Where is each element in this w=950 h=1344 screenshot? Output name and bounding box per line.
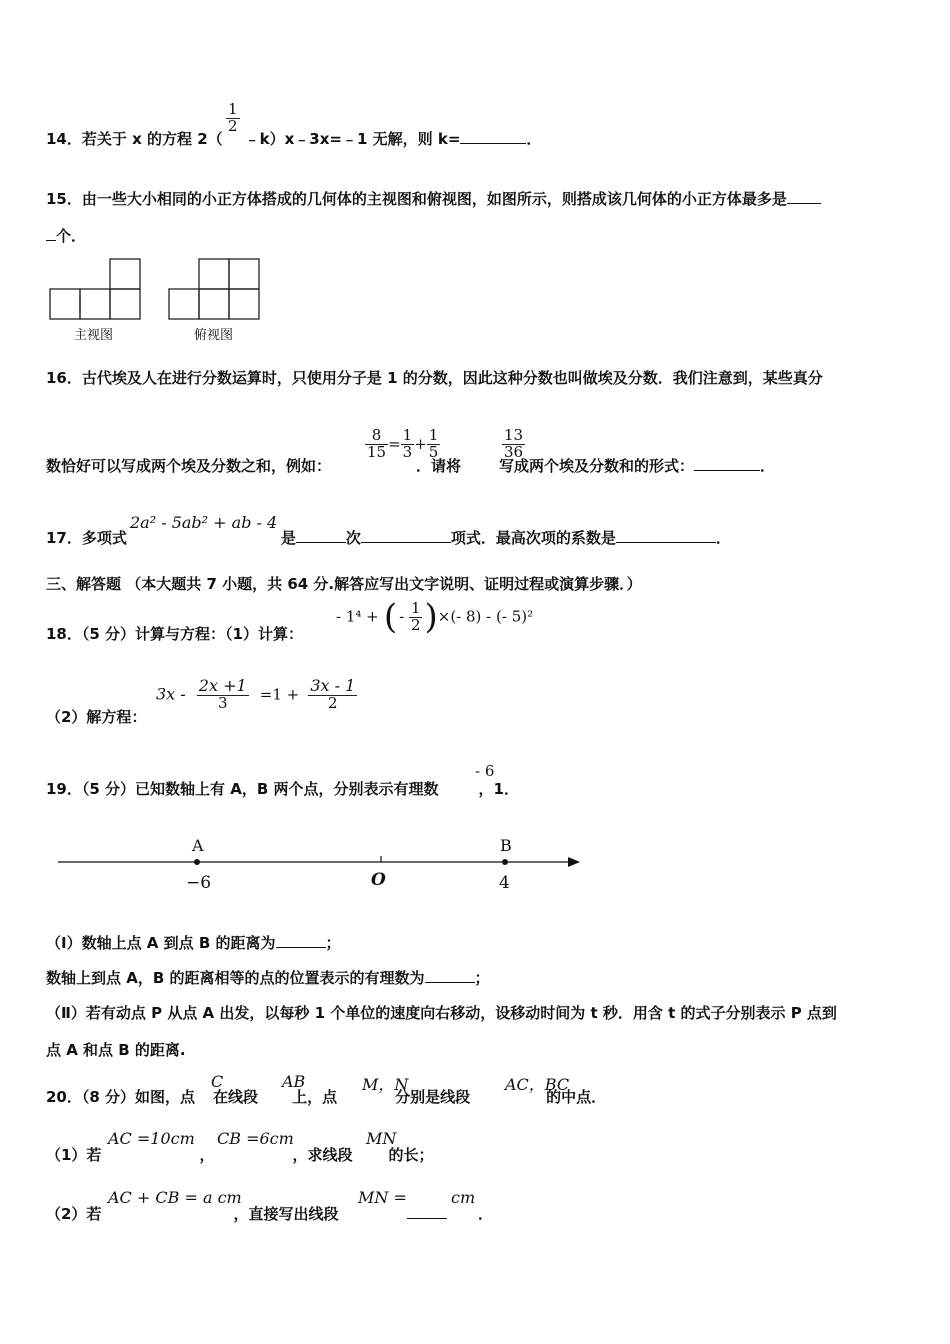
q20-p1-text-c: 的长； bbox=[388, 1146, 434, 1164]
q19-p2-end: ； bbox=[474, 969, 490, 987]
q18-part2: （2）解方程： bbox=[46, 708, 147, 726]
q20-segments-acbc: AC，BC bbox=[505, 1075, 570, 1094]
q20-line bbox=[46, 1086, 606, 1107]
q16-end: ． bbox=[760, 457, 776, 475]
q19-p1-end: ； bbox=[325, 934, 341, 952]
q16-text2b: ．请将 bbox=[416, 457, 462, 475]
point-b-label: B bbox=[500, 836, 512, 855]
q16-line2 bbox=[46, 455, 775, 476]
q17-ci: 次 bbox=[345, 529, 361, 547]
q19-line bbox=[46, 778, 519, 799]
q20-p2-text-b: ，直接写出线段 bbox=[233, 1205, 339, 1223]
axis-arrow-icon bbox=[568, 857, 580, 867]
q20-text-a: 20．（8 分）如图，点 bbox=[46, 1088, 196, 1106]
point-a-value: −6 bbox=[186, 873, 212, 893]
q15-answer-blank-cont bbox=[46, 228, 56, 241]
q20-p2-blank bbox=[407, 1206, 447, 1219]
q20-point-c: C bbox=[211, 1072, 224, 1091]
point-a-dot bbox=[194, 859, 200, 865]
top-view-caption: 俯视图 bbox=[194, 328, 234, 343]
q20-p2-end: ． bbox=[478, 1205, 494, 1223]
q17-line bbox=[46, 527, 731, 548]
q20-part2 bbox=[46, 1203, 338, 1224]
q19-value: - 6 bbox=[475, 762, 495, 780]
q14-answer-blank bbox=[460, 131, 526, 144]
q14-prefix: 14．若关于 x 的方程 2（ bbox=[46, 130, 223, 148]
q19-part2: （Ⅱ）若有动点 P 从点 A 出发，以每秒 1 个单位的速度向右移动，设移动时间为 t 秒．用含 t 的式子分别表示 P 点到 bbox=[46, 1004, 837, 1022]
front-view-caption: 主视图 bbox=[74, 328, 114, 343]
q19-p1-text: （Ⅰ）数轴上点 A 到点 B 的距离为 bbox=[46, 934, 276, 952]
q20-segment-ab: AB bbox=[282, 1072, 306, 1091]
q15-answer-blank bbox=[787, 191, 821, 204]
q16-text1: 16．古代埃及人在进行分数运算时，只使用分子是 1 的分数，因此这种分数也叫做埃及分数．我们注意到，某些真分 bbox=[46, 369, 823, 387]
q17-end: ． bbox=[715, 529, 731, 547]
q19-part1b bbox=[46, 967, 490, 988]
q19-after: ，1． bbox=[478, 780, 519, 798]
q18-line1: 18．（5 分）计算与方程：（1）计算： bbox=[46, 625, 303, 643]
q17-terms-blank bbox=[361, 530, 451, 543]
q16-text2c: 写成两个埃及分数和的形式： bbox=[499, 457, 695, 475]
origin-label: O bbox=[371, 870, 386, 890]
q20-p1-sep: ， bbox=[199, 1146, 215, 1164]
q20-p1-text-a: （1）若 bbox=[46, 1146, 102, 1164]
q16-example: $\frac{8}{15}$ = $\frac{1}{3}$ + $\frac{1}{5}$ bbox=[367, 426, 439, 461]
q18-equation: 3x - $\frac{2x +1}{3}$ =1 + $\frac{3x - 1}{2}$ bbox=[156, 676, 356, 712]
q20-points-mn: M，N bbox=[362, 1075, 409, 1094]
q15-line2 bbox=[46, 225, 86, 246]
q19-p2-blank bbox=[425, 970, 475, 983]
q20-p1-mn: MN bbox=[366, 1129, 397, 1148]
q15-line1 bbox=[46, 188, 821, 209]
q19-p2-text: 数轴上到点 A，B 的距离相等的点的位置表示的有理数为 bbox=[46, 969, 425, 987]
q20-p1-text-b: ，求线段 bbox=[292, 1146, 353, 1164]
q19-part1 bbox=[46, 932, 341, 953]
q20-p2-text-a: （2）若 bbox=[46, 1205, 102, 1223]
q20-p2-sum: AC + CB = a cm bbox=[108, 1188, 242, 1207]
q20-p1-ac: AC =10cm bbox=[108, 1129, 195, 1148]
q20-text-b: 在线段 bbox=[213, 1088, 259, 1106]
q20-p2-unit: cm bbox=[451, 1188, 476, 1207]
q19-p1-blank bbox=[276, 935, 326, 948]
q20-text-e: 的中点． bbox=[546, 1088, 607, 1106]
point-a-label: A bbox=[192, 836, 204, 855]
q19-part2b: 点 A 和点 B 的距离. bbox=[46, 1041, 186, 1059]
q20-text-d: 分别是线段 bbox=[395, 1088, 471, 1106]
q14-suffix: ﹣k）x﹣3x=﹣1 无解，则 k= bbox=[244, 130, 461, 148]
q14-end: ． bbox=[526, 130, 542, 148]
q19-text: 19．（5 分）已知数轴上有 A，B 两个点，分别表示有理数 bbox=[46, 780, 439, 798]
point-b-value: 4 bbox=[499, 873, 510, 893]
q17-prefix: 17．多项式 bbox=[46, 529, 127, 547]
q16-line1 bbox=[46, 367, 823, 388]
top-view bbox=[169, 259, 259, 319]
q16-text2a: 数恰好可以写成两个埃及分数之和，例如： bbox=[46, 457, 332, 475]
q17-text: 项式．最高次项的系数是 bbox=[450, 529, 616, 547]
q20-part1 bbox=[46, 1144, 433, 1165]
q15-text: 15．由一些大小相同的小正方体搭成的几何体的主视图和俯视图，如图所示，则搭成该几何体的小正方体最多是 bbox=[46, 190, 787, 208]
q16-answer-blank bbox=[694, 458, 760, 471]
q17-coef-blank bbox=[616, 530, 716, 543]
q15-text2: 个． bbox=[56, 227, 87, 245]
q17-polynomial: 2a² - 5ab² + ab - 4 bbox=[130, 513, 278, 532]
q20-text-c: 上，点 bbox=[292, 1088, 338, 1106]
q14-fraction: $\frac{1}{2}$ bbox=[228, 100, 238, 135]
q20-p1-cb: CB =6cm bbox=[217, 1129, 294, 1148]
q17-is: 是 bbox=[280, 529, 296, 547]
section3-heading: 三、解答题 （本大题共 7 小题，共 64 分.解答应写出文字说明、证明过程或演算步骤．） bbox=[46, 575, 642, 593]
front-view bbox=[50, 259, 140, 319]
q14-line bbox=[46, 128, 541, 149]
point-b-dot bbox=[502, 859, 508, 865]
q16-target-fraction: $\frac{13}{36}$ bbox=[504, 426, 524, 461]
q17-degree-blank bbox=[296, 530, 346, 543]
q18-calc-expr: - 1⁴ + ( - $\frac{1}{2}$ )×(- 8) - (- 5)² bbox=[336, 597, 534, 637]
q20-p2-mn: MN = bbox=[358, 1188, 407, 1207]
